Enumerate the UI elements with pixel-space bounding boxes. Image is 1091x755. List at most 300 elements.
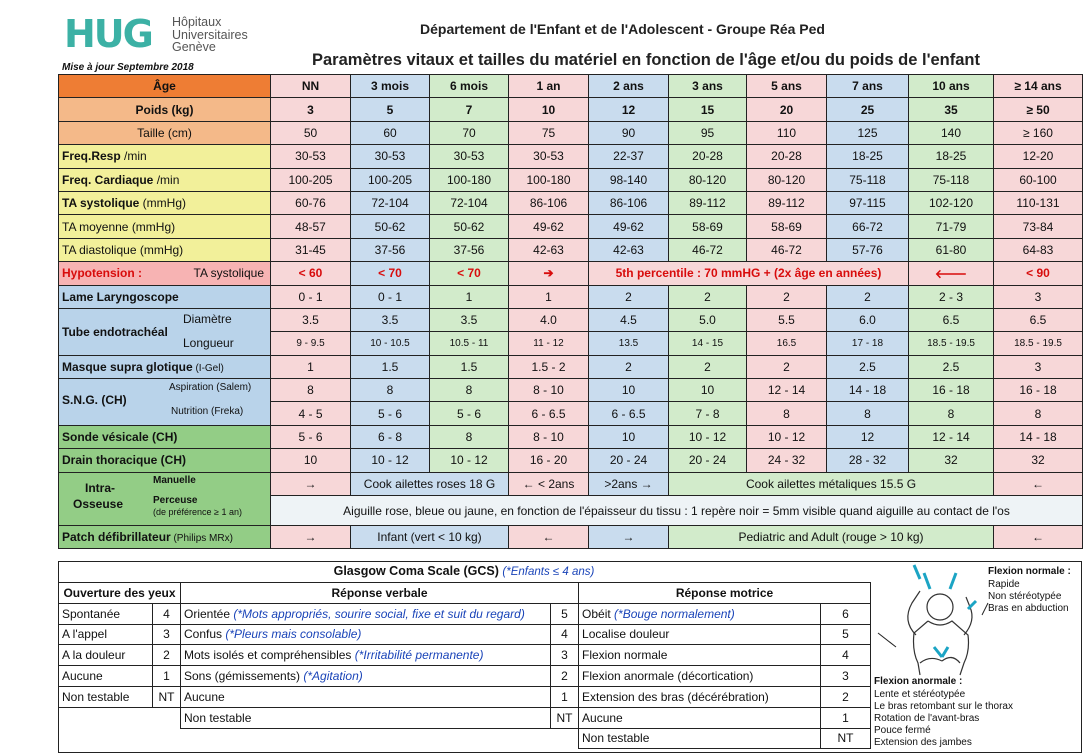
arrow-left-icon: ← xyxy=(994,472,1083,495)
tube-diameter-value: 5.5 xyxy=(747,308,827,331)
sng-aspiration-value: 14 - 18 xyxy=(827,379,909,402)
masque-row xyxy=(59,355,1083,378)
flexion-normale-item: Non stéréotypée xyxy=(988,591,1062,602)
sng-aspiration-value: 8 xyxy=(271,379,351,402)
height-row-value: 75 xyxy=(509,121,589,144)
logo-letters: HUG xyxy=(64,12,152,56)
gcs-row xyxy=(59,603,871,624)
tube-diameter-value: 3.5 xyxy=(271,308,351,331)
mean-row-value: 50-62 xyxy=(430,215,509,238)
height-row-value: 90 xyxy=(589,121,669,144)
drain-row-value: 32 xyxy=(909,449,994,472)
hypotension-label xyxy=(59,262,271,285)
laryngoscope-row-value: 2 xyxy=(669,285,747,308)
age-row-value: 3 ans xyxy=(669,75,747,98)
sng-aspiration-value: 8 xyxy=(430,379,509,402)
sys-row-value: 86-106 xyxy=(589,191,669,214)
gcs-row xyxy=(59,707,871,728)
dia-row-value: 46-72 xyxy=(747,238,827,261)
weight-row-value: 5 xyxy=(351,98,430,121)
verbal-score: 3 xyxy=(551,645,579,666)
age-row-value: ≥ 14 ans xyxy=(994,75,1083,98)
verbal-header: Réponse verbale xyxy=(181,583,579,604)
dia-row-value: 57-76 xyxy=(827,238,909,261)
department: Département de l'Enfant et de l'Adolescent - Groupe Réa Ped xyxy=(420,21,825,37)
height-row-value: 50 xyxy=(271,121,351,144)
dia-row-value: 61-80 xyxy=(909,238,994,261)
sng-nutrition-value: 4 - 5 xyxy=(271,402,351,425)
weight-row-value: 12 xyxy=(589,98,669,121)
tube-length-value: 18.5 - 19.5 xyxy=(909,332,994,355)
weight-row xyxy=(59,98,1083,121)
io-perc-label: Perceuse xyxy=(153,494,198,506)
eye-label: Aucune xyxy=(59,666,153,687)
hr-row-value: 75-118 xyxy=(827,168,909,191)
weight-row-value: 7 xyxy=(430,98,509,121)
tube-length-value: 18.5 - 19.5 xyxy=(994,332,1083,355)
hypotension-value: < 70 xyxy=(430,262,509,285)
tube-diameter-value: 6.5 xyxy=(909,308,994,331)
resp-row-value: 30-53 xyxy=(351,145,430,168)
laryngoscope-row-value: 2 xyxy=(747,285,827,308)
hypotension-value: < 90 xyxy=(994,262,1083,285)
eye-label: A l'appel xyxy=(59,624,153,645)
flexion-anormale-item: Pouce fermé xyxy=(874,725,931,736)
resp-row xyxy=(59,145,1083,168)
drain-row-value: 16 - 20 xyxy=(509,449,589,472)
drain-label: Drain thoracique (CH) xyxy=(59,449,271,472)
masque-label xyxy=(59,355,271,378)
verbal-text: Mots isolés et compréhensibles xyxy=(184,648,355,663)
sys-label xyxy=(59,191,271,214)
flexion-anormale-item: Le bras retombant sur le thorax xyxy=(874,701,1013,712)
resp-row-value: 12-20 xyxy=(994,145,1083,168)
motor-score: 6 xyxy=(821,603,871,624)
hr-row-value: 80-120 xyxy=(669,168,747,191)
age-row-value: 6 mois xyxy=(430,75,509,98)
hr-row xyxy=(59,168,1083,191)
eye-score: 3 xyxy=(153,624,181,645)
height-row-value: ≥ 160 xyxy=(994,121,1083,144)
hypotension-formula: 5th percentile : 70 mmHG + (2x âge en années) xyxy=(589,262,909,285)
verbal-label xyxy=(181,707,551,728)
gcs-title xyxy=(58,564,870,578)
arrow-marks xyxy=(914,565,976,657)
resp-row-value: 18-25 xyxy=(827,145,909,168)
mean-row-value: 49-62 xyxy=(589,215,669,238)
motor-score: NT xyxy=(821,728,871,749)
masque-row-value: 1.5 xyxy=(351,355,430,378)
weight-row-value: 20 xyxy=(747,98,827,121)
mean-row-value: 58-69 xyxy=(747,215,827,238)
sys-row-value: 60-76 xyxy=(271,191,351,214)
sonde-row xyxy=(59,425,1083,448)
height-row-value: 60 xyxy=(351,121,430,144)
motor-label xyxy=(579,686,821,707)
sys-row-value: 110-131 xyxy=(994,191,1083,214)
laryngoscope-row-value: 1 xyxy=(509,285,589,308)
logo-line-2: Universitaires xyxy=(172,27,248,42)
sonde-row-value: 14 - 18 xyxy=(994,425,1083,448)
tube-length-value: 17 - 18 xyxy=(827,332,909,355)
sonde-row-value: 10 xyxy=(589,425,669,448)
verbal-text: Non testable xyxy=(184,710,252,725)
drain-row-value: 20 - 24 xyxy=(589,449,669,472)
height-row-value: 125 xyxy=(827,121,909,144)
motor-text: Non testable xyxy=(582,731,650,746)
dia-row-value: 46-72 xyxy=(669,238,747,261)
laryngoscope-label: Lame Laryngoscope xyxy=(59,285,271,308)
laryngoscope-row-value: 2 xyxy=(827,285,909,308)
verbal-note: (*Pleurs mais consolable) xyxy=(225,627,362,642)
verbal-score: 5 xyxy=(551,603,579,624)
sonde-row-value: 8 - 10 xyxy=(509,425,589,448)
height-row-value: 95 xyxy=(669,121,747,144)
motor-text: Flexion anormale (décortication) xyxy=(582,669,754,684)
motor-label xyxy=(579,707,821,728)
tube-length-value: 14 - 15 xyxy=(669,332,747,355)
tube-diameter-value: 4.0 xyxy=(509,308,589,331)
sng-nutrition-value: 5 - 6 xyxy=(430,402,509,425)
weight-label: Poids (kg) xyxy=(59,98,271,121)
verbal-note: (*Mots appropriés, sourire social, fixe et suit du regard) xyxy=(233,606,525,621)
masque-title: Masque supra glotique xyxy=(62,359,193,374)
arrow-left-icon: ← xyxy=(994,526,1083,549)
mean-row xyxy=(59,215,1083,238)
verbal-text: Orientée xyxy=(184,606,234,621)
tube-diameter-value: 4.5 xyxy=(589,308,669,331)
empty-cell xyxy=(59,728,181,749)
sng-title: S.N.G. (CH) xyxy=(62,393,127,408)
hr-row-value: 80-120 xyxy=(747,168,827,191)
resp-row-value: 20-28 xyxy=(747,145,827,168)
io-lt2: ← < 2ans xyxy=(509,472,589,495)
hr-row-value: 100-180 xyxy=(430,168,509,191)
vitals-body xyxy=(59,75,1083,549)
tube-title: Tube endotrachéal xyxy=(62,324,168,339)
eye-label: Non testable xyxy=(59,686,153,707)
patch-row xyxy=(59,526,1083,549)
sys-row-value: 72-104 xyxy=(430,191,509,214)
drain-row xyxy=(59,449,1083,472)
label-normal: /min xyxy=(120,149,147,164)
flexion-anormale-title: Flexion anormale : xyxy=(874,676,963,687)
flexion-anormale-item: Extension des jambes xyxy=(874,737,972,748)
laryngoscope-row-value: 2 xyxy=(589,285,669,308)
arrow-right-icon: → xyxy=(271,526,351,549)
sng-nutrition-value: 8 xyxy=(747,402,827,425)
tube-length-value: 9 - 9.5 xyxy=(271,332,351,355)
masque-row-value: 2.5 xyxy=(827,355,909,378)
resp-row-value: 30-53 xyxy=(509,145,589,168)
tube-diameter-value: 3.5 xyxy=(430,308,509,331)
hr-row-value: 100-205 xyxy=(351,168,430,191)
sys-row-value: 89-112 xyxy=(669,191,747,214)
age-row-value: NN xyxy=(271,75,351,98)
tube-diam-label: Diamètre xyxy=(183,311,232,326)
tube-diameter-value: 5.0 xyxy=(669,308,747,331)
tube-length-value: 10.5 - 11 xyxy=(430,332,509,355)
sonde-row-value: 10 - 12 xyxy=(747,425,827,448)
weight-row-value: 3 xyxy=(271,98,351,121)
dia-row-value: 31-45 xyxy=(271,238,351,261)
io-perceuse-text: Aiguille rose, bleue ou jaune, en fonction de l'épaisseur du tissu : 1 repère noir = 5mm visible quand aiguille au contact de l'os xyxy=(271,496,1083,526)
weight-row-value: 15 xyxy=(669,98,747,121)
dia-row-value: 37-56 xyxy=(351,238,430,261)
motor-score: 3 xyxy=(821,666,871,687)
drain-row-value: 24 - 32 xyxy=(747,449,827,472)
flexion-normale-item: Bras en abduction xyxy=(988,603,1069,614)
hypotension-value: < 60 xyxy=(271,262,351,285)
io-manual-label: Manuelle xyxy=(153,474,196,486)
age-row-value: 7 ans xyxy=(827,75,909,98)
laryngoscope-row-value: 0 - 1 xyxy=(271,285,351,308)
verbal-note: (*Irritabilité permanente) xyxy=(354,648,484,663)
age-label: Âge xyxy=(59,75,271,98)
motor-label xyxy=(579,645,821,666)
hypotension-value: < 70 xyxy=(351,262,430,285)
io-cook18: Cook ailettes roses 18 G xyxy=(351,472,509,495)
verbal-label xyxy=(181,686,551,707)
sng-aspiration-value: 16 - 18 xyxy=(909,379,994,402)
logo-text xyxy=(172,16,248,54)
tube-label xyxy=(59,308,271,355)
mean-row-value: 49-62 xyxy=(509,215,589,238)
update-date: Mise à jour Septembre 2018 xyxy=(62,62,194,73)
weight-row-value: ≥ 50 xyxy=(994,98,1083,121)
motor-note: (*Bouge normalement) xyxy=(614,606,735,621)
weight-row-value: 25 xyxy=(827,98,909,121)
flexion-anormale-item: Rotation de l'avant-bras xyxy=(874,713,980,724)
motor-text: Aucune xyxy=(582,710,623,725)
sng-aspiration-value: 8 xyxy=(351,379,430,402)
laryngoscope-row xyxy=(59,285,1083,308)
sonde-row-value: 6 - 8 xyxy=(351,425,430,448)
hr-row-value: 100-205 xyxy=(271,168,351,191)
gcs-title-note: (*Enfants ≤ 4 ans) xyxy=(502,566,595,578)
sng-nutrition-value: 7 - 8 xyxy=(669,402,747,425)
sng-asp-label: Aspiration (Salem) xyxy=(169,382,252,394)
motor-text: Extension des bras (décérébration) xyxy=(582,689,769,704)
verbal-text: Confus xyxy=(184,627,226,642)
sonde-label: Sonde vésicale (CH) xyxy=(59,425,271,448)
arrow-right-icon: ➔ xyxy=(509,262,589,285)
gcs-body xyxy=(59,583,871,749)
verbal-label xyxy=(181,645,551,666)
sys-row-value: 89-112 xyxy=(747,191,827,214)
hr-label xyxy=(59,168,271,191)
masque-row-value: 2 xyxy=(589,355,669,378)
dia-row-value: 42-63 xyxy=(589,238,669,261)
motor-label xyxy=(579,728,821,749)
sng-aspiration-value: 16 - 18 xyxy=(994,379,1083,402)
drain-row-value: 10 xyxy=(271,449,351,472)
io-gt2: >2ans → xyxy=(589,472,669,495)
sys-row-value: 102-120 xyxy=(909,191,994,214)
sng-nutrition-value: 5 - 6 xyxy=(351,402,430,425)
height-row-value: 140 xyxy=(909,121,994,144)
eyes-header: Ouverture des yeux xyxy=(59,583,181,604)
flexion-normale-title: Flexion normale : xyxy=(988,566,1071,577)
drain-row-value: 10 - 12 xyxy=(351,449,430,472)
laryngoscope-row-value: 1 xyxy=(430,285,509,308)
motor-score: 4 xyxy=(821,645,871,666)
io-title-2: Osseuse xyxy=(73,496,124,511)
motor-header: Réponse motrice xyxy=(579,583,871,604)
io-manual-row xyxy=(59,472,1083,495)
hypotension-title: Hypotension : xyxy=(62,266,142,281)
drain-row-value: 20 - 24 xyxy=(669,449,747,472)
age-row-value: 1 an xyxy=(509,75,589,98)
sng-aspiration-value: 10 xyxy=(669,379,747,402)
masque-row-value: 2 xyxy=(747,355,827,378)
sys-row-value: 72-104 xyxy=(351,191,430,214)
motor-score: 1 xyxy=(821,707,871,728)
eye-score: 4 xyxy=(153,603,181,624)
mean-row-value: 66-72 xyxy=(827,215,909,238)
hr-row-value: 100-180 xyxy=(509,168,589,191)
resp-row-value: 30-53 xyxy=(271,145,351,168)
patch-adult: Pediatric and Adult (rouge > 10 kg) xyxy=(669,526,994,549)
label-bold: TA systolique xyxy=(62,196,140,211)
age-row-value: 2 ans xyxy=(589,75,669,98)
sys-row-value: 86-106 xyxy=(509,191,589,214)
arrow-left-icon: 🡐 xyxy=(909,262,994,285)
verbal-text: Aucune xyxy=(184,689,225,704)
height-row-value: 70 xyxy=(430,121,509,144)
arrow-right-icon: → xyxy=(589,526,669,549)
tube-length-value: 10 - 10.5 xyxy=(351,332,430,355)
verbal-score: NT xyxy=(551,707,579,728)
resp-row-value: 20-28 xyxy=(669,145,747,168)
weight-row-value: 10 xyxy=(509,98,589,121)
vitals-table xyxy=(58,74,1083,549)
gcs-header-row xyxy=(59,583,871,604)
eye-score: 1 xyxy=(153,666,181,687)
tube-diameter-value: 6.5 xyxy=(994,308,1083,331)
motor-label xyxy=(579,624,821,645)
tube-length-value: 11 - 12 xyxy=(509,332,589,355)
label-bold: Freq.Resp xyxy=(62,149,121,164)
sng-nutrition-value: 6 - 6.5 xyxy=(589,402,669,425)
gcs-row xyxy=(59,645,871,666)
dia-label: TA diastolique (mmHg) xyxy=(59,238,271,261)
patch-sub: (Philips MRx) xyxy=(170,533,233,545)
hr-row-value: 75-118 xyxy=(909,168,994,191)
label-normal: (mmHg) xyxy=(139,196,187,211)
logo-line-1: Hôpitaux xyxy=(172,15,222,29)
tube-len-label: Longueur xyxy=(183,335,234,350)
age-row-value: 5 ans xyxy=(747,75,827,98)
masque-row-value: 3 xyxy=(994,355,1083,378)
label-normal: /min xyxy=(153,172,180,187)
label-bold: Freq. Cardiaque xyxy=(62,172,154,187)
verbal-label xyxy=(181,666,551,687)
motor-text: Flexion normale xyxy=(582,648,668,663)
tube-diameter-value: 3.5 xyxy=(351,308,430,331)
mean-row-value: 50-62 xyxy=(351,215,430,238)
sng-nutrition-value: 8 xyxy=(827,402,909,425)
verbal-score: 4 xyxy=(551,624,579,645)
io-title-1: Intra- xyxy=(85,480,115,495)
sys-row xyxy=(59,191,1083,214)
resp-label xyxy=(59,145,271,168)
dia-row xyxy=(59,238,1083,261)
resp-row-value: 30-53 xyxy=(430,145,509,168)
empty-cell xyxy=(59,707,181,728)
sng-aspiration-value: 10 xyxy=(589,379,669,402)
mean-row-value: 73-84 xyxy=(994,215,1083,238)
mean-row-value: 48-57 xyxy=(271,215,351,238)
laryngoscope-row-value: 3 xyxy=(994,285,1083,308)
gcs-row xyxy=(59,728,871,749)
resp-row-value: 18-25 xyxy=(909,145,994,168)
age-row xyxy=(59,75,1083,98)
sng-label xyxy=(59,379,271,426)
motor-text: Obéit xyxy=(582,606,615,621)
sonde-row-value: 5 - 6 xyxy=(271,425,351,448)
sng-aspiration-value: 12 - 14 xyxy=(747,379,827,402)
flexion-anormale-item: Lente et stéréotypée xyxy=(874,689,966,700)
patch-label xyxy=(59,526,271,549)
sng-nut-label: Nutrition (Freka) xyxy=(171,406,244,418)
eye-score: NT xyxy=(153,686,181,707)
resp-row-value: 22-37 xyxy=(589,145,669,168)
patch-infant: Infant (vert < 10 kg) xyxy=(351,526,509,549)
age-row-value: 3 mois xyxy=(351,75,430,98)
sonde-row-value: 12 - 14 xyxy=(909,425,994,448)
height-label: Taille (cm) xyxy=(59,121,271,144)
io-perc-sub: (de préférence ≥ 1 an) xyxy=(153,506,242,517)
tube-length-value: 13.5 xyxy=(589,332,669,355)
verbal-label xyxy=(181,624,551,645)
dia-row-value: 42-63 xyxy=(509,238,589,261)
arrow-right-icon: → xyxy=(271,472,351,495)
dia-row-value: 37-56 xyxy=(430,238,509,261)
sng-aspiration-row xyxy=(59,379,1083,402)
motor-score: 5 xyxy=(821,624,871,645)
empty-cell xyxy=(181,728,579,749)
dia-row-value: 64-83 xyxy=(994,238,1083,261)
hug-logo xyxy=(64,14,274,58)
hr-row-value: 98-140 xyxy=(589,168,669,191)
sonde-row-value: 12 xyxy=(827,425,909,448)
arrow-left-icon: ← xyxy=(509,526,589,549)
io-label xyxy=(59,472,271,525)
eye-label: A la douleur xyxy=(59,645,153,666)
gcs-table xyxy=(58,582,871,749)
patient-figure xyxy=(908,591,972,675)
motor-label xyxy=(579,603,821,624)
height-row xyxy=(59,121,1083,144)
drain-row-value: 32 xyxy=(994,449,1083,472)
drain-row-value: 28 - 32 xyxy=(827,449,909,472)
height-row-value: 110 xyxy=(747,121,827,144)
gcs-row xyxy=(59,624,871,645)
motor-label xyxy=(579,666,821,687)
mean-row-value: 71-79 xyxy=(909,215,994,238)
verbal-score: 2 xyxy=(551,666,579,687)
eye-score: 2 xyxy=(153,645,181,666)
tube-length-value: 16.5 xyxy=(747,332,827,355)
page-title: Paramètres vitaux et tailles du matériel en fonction de l'âge et/ou du poids de l'enfant xyxy=(312,51,981,69)
eye-label: Spontanée xyxy=(59,603,153,624)
drain-row-value: 10 - 12 xyxy=(430,449,509,472)
tube-diameter-value: 6.0 xyxy=(827,308,909,331)
hypotension-row xyxy=(59,262,1083,285)
masque-row-value: 2 xyxy=(669,355,747,378)
mean-label: TA moyenne (mmHg) xyxy=(59,215,271,238)
